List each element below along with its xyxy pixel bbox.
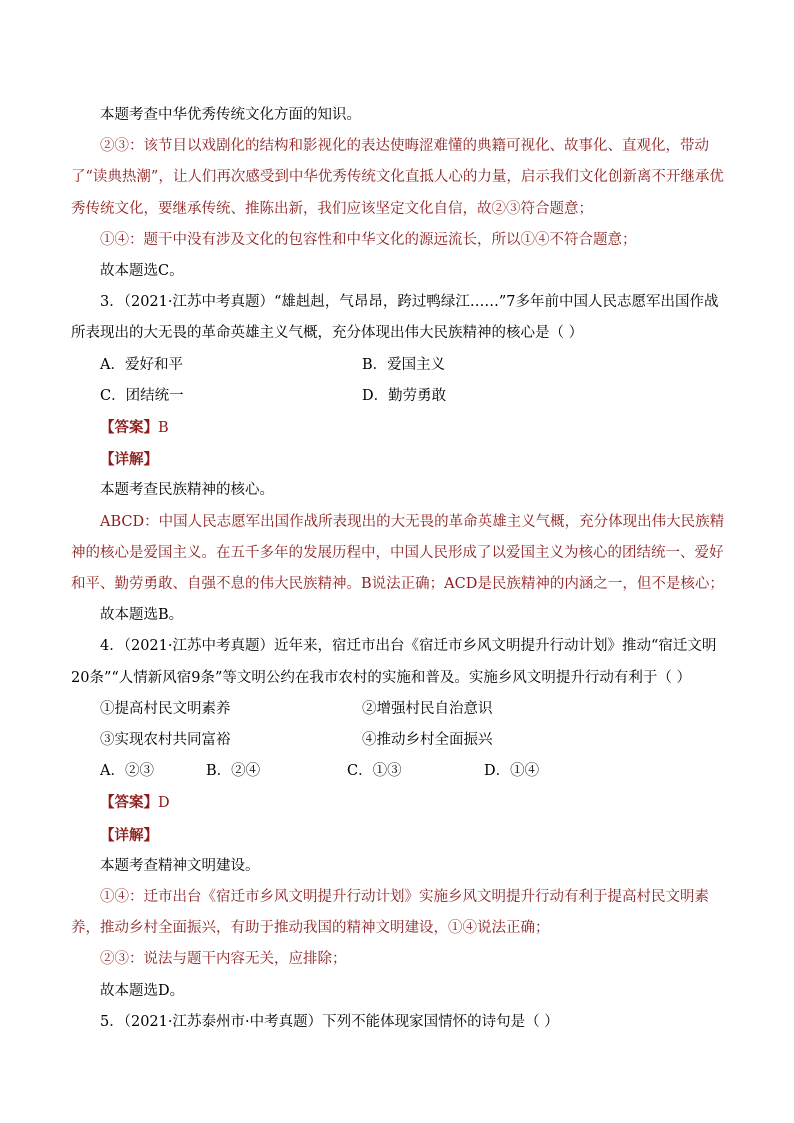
q4-analysis-intro: 本题考查精神文明建设。 (100, 857, 260, 874)
q4-detail-label: 【详解】 (100, 826, 158, 844)
q3-option-c: C．团结统一 (100, 387, 184, 404)
q4-option-c: C．①③ (347, 763, 402, 780)
q3-option-d: D．勤劳勇敢 (362, 387, 447, 404)
question-5: 5．（2021·江苏泰州市·中考真题）下列不能体现家国情怀的诗句是（ ） (100, 1013, 559, 1030)
question-3: 3．（2021·江苏中考真题）“雄赳赳，气昂昂，跨过鸭绿江……”7多年前中国人民志愿军出国作战所表现出的大无畏的革命英雄主义气概，充分体现出伟大民族精神的核心是（ ） (71, 294, 719, 342)
q3-analysis-intro: 本题考查民族精神的核心。 (100, 482, 274, 499)
analysis-correct-options: ②③：该节目以戏剧化的结构和影视化的表达使晦涩难懂的典籍可视化、故事化、直观化，带动了“读典热潮”，让人们再次感受到中华优秀传统文化直抵人心的力量，启示我们文化创新离不开继承优秀传统文化，要继承传统、推陈出新，我们应该坚定文化自信，故②③符合题意； (71, 138, 724, 217)
q4-statement-4: ④推动乡村全面振兴 (362, 732, 493, 749)
answer-value: B (158, 420, 169, 437)
q4-statement-1: ①提高村民文明素养 (100, 700, 231, 717)
analysis-intro: 本题考查中华优秀传统文化方面的知识。 (100, 107, 361, 123)
q3-detail-label: 【详解】 (100, 451, 158, 469)
q4-statements-row-2 (100, 725, 733, 756)
q4-analysis-correct: ①④：迁市出台《宿迁市乡风文明提升行动计划》实施乡风文明提升行动有利于提高村民文明素养，推动乡村全面振兴，有助于推动我国的精神文明建设，①④说法正确； (71, 889, 709, 937)
q4-option-d: D．①④ (484, 763, 540, 780)
answer-label: 【答案】 (100, 794, 158, 812)
answer-label: 【答案】 (100, 419, 158, 437)
q4-option-b: B．②④ (206, 763, 261, 780)
analysis-wrong-options: ①④：题干中没有涉及文化的包容性和中华文化的源远流长，所以①④不符合题意； (100, 231, 637, 248)
q3-options-row-2 (100, 381, 733, 412)
q4-statement-2: ②增强村民自治意识 (362, 700, 493, 717)
conclusion: 故本题选C。 (100, 263, 184, 280)
q4-analysis-wrong: ②③：说法与题干内容无关，应排除； (100, 951, 347, 968)
q4-conclusion: 故本题选D。 (100, 982, 185, 999)
document-content (71, 100, 733, 1038)
q3-analysis: ABCD：中国人民志愿军出国作战所表现出的大无畏的革命英雄主义气概，充分体现出伟大民族精神的核心是爱国主义。在五千多年的发展历程中，中国人民形成了以爱国主义为核心的团结统一、爱好和平、勤劳勇敢、自强不息的伟大民族精神。B说法正确；ACD是民族精神的内涵之一，但不是核心； (71, 513, 725, 593)
q3-option-a: A．爱好和平 (100, 356, 183, 373)
q3-conclusion: 故本题选B。 (100, 607, 184, 624)
question-4: 4．（2021·江苏中考真题）近年来，宿迁市出台《宿迁市乡风文明提升行动计划》推动“宿迁文明20条”“人情新风宿9条”等文明公约在我市农村的实施和普及。实施乡风文明提升行动有利于（ ） (71, 638, 717, 686)
q3-options-row-1 (100, 350, 733, 381)
q3-option-b: B．爱国主义 (362, 356, 446, 373)
q3-answer (100, 412, 733, 444)
q4-option-a: A．②③ (100, 763, 154, 780)
q4-answer (100, 787, 733, 819)
q4-options-row (100, 756, 733, 787)
q4-statement-3: ③实现农村共同富裕 (100, 732, 231, 749)
q4-statements-row-1 (100, 694, 733, 725)
answer-value: D (158, 795, 170, 812)
